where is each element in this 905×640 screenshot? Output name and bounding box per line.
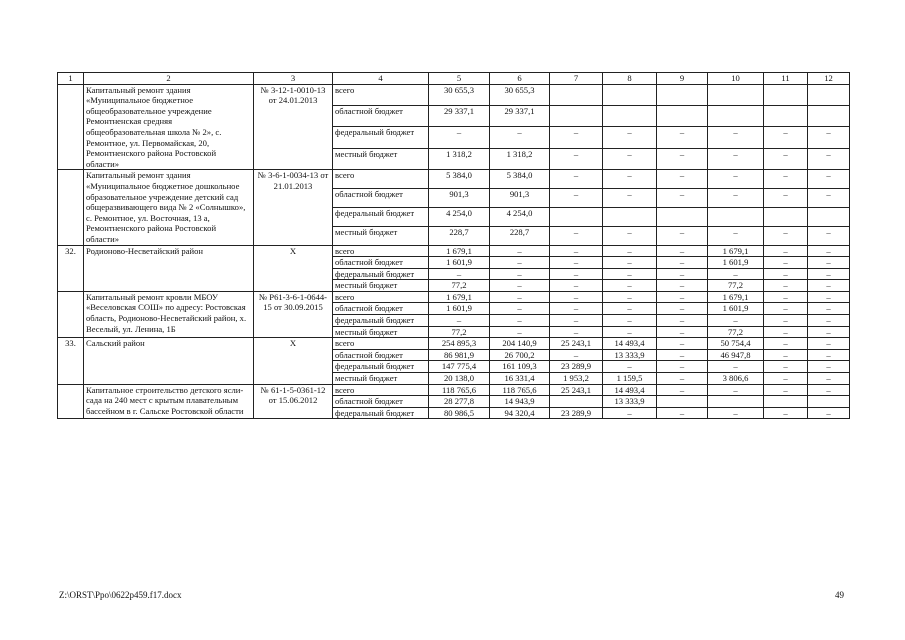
amount-cell: 77,2 (429, 326, 490, 338)
column-header: 2 (84, 73, 254, 85)
amount-cell: – (657, 326, 708, 338)
column-header: 7 (550, 73, 603, 85)
amount-cell (603, 207, 657, 226)
amount-cell: – (657, 407, 708, 419)
amount-cell: 14 493,4 (603, 338, 657, 350)
funding-source-cell: федеральный бюджет (333, 315, 429, 327)
amount-cell (764, 106, 808, 127)
amount-cell: 14 943,9 (490, 396, 550, 408)
amount-cell: – (764, 326, 808, 338)
object-name-cell: Капитальное строительство детского ясли-сада на 240 мест с крытым плавательным бассейном в г. Сальске Ростовской области (84, 384, 254, 419)
column-header: 12 (808, 73, 850, 85)
amount-cell: – (764, 257, 808, 269)
amount-cell: – (490, 245, 550, 257)
amount-cell: 1 679,1 (429, 245, 490, 257)
amount-cell: – (490, 303, 550, 315)
amount-cell: 1 679,1 (708, 291, 764, 303)
amount-cell: – (657, 189, 708, 208)
amount-cell: 228,7 (429, 226, 490, 245)
amount-cell: – (657, 349, 708, 361)
amount-cell: – (708, 407, 764, 419)
amount-cell: 14 493,4 (603, 384, 657, 396)
amount-cell: – (764, 338, 808, 350)
column-header: 8 (603, 73, 657, 85)
document-cell: № 3-6-1-0034-13 от 21.01.2013 (254, 170, 333, 245)
amount-cell: – (708, 148, 764, 169)
amount-cell: – (657, 338, 708, 350)
column-header: 9 (657, 73, 708, 85)
amount-cell: – (808, 349, 850, 361)
row-number-cell (58, 291, 84, 337)
column-header: 6 (490, 73, 550, 85)
table-row (58, 84, 850, 105)
amount-cell: – (764, 268, 808, 280)
amount-cell (657, 84, 708, 105)
amount-cell: 86 981,9 (429, 349, 490, 361)
amount-cell: – (603, 189, 657, 208)
funding-source-cell: областной бюджет (333, 257, 429, 269)
amount-cell: – (808, 384, 850, 396)
amount-cell (764, 396, 808, 408)
amount-cell: 16 331,4 (490, 373, 550, 385)
object-name-cell: Капитальный ремонт кровли МБОУ «Веселовская СОШ» по адресу: Ростовская область, Родионово-Несветайский район, х. Веселый, ул. Ленина, 1Б (84, 291, 254, 337)
funding-source-cell: местный бюджет (333, 280, 429, 292)
amount-cell: 94 320,4 (490, 407, 550, 419)
column-header: 3 (254, 73, 333, 85)
row-number-cell (58, 84, 84, 170)
amount-cell: 29 337,1 (429, 106, 490, 127)
amount-cell: – (808, 268, 850, 280)
object-name-cell: Сальский район (84, 338, 254, 384)
amount-cell: – (603, 315, 657, 327)
funding-source-cell: областной бюджет (333, 106, 429, 127)
amount-cell: – (808, 280, 850, 292)
amount-cell (657, 207, 708, 226)
amount-cell: – (808, 170, 850, 189)
column-header: 5 (429, 73, 490, 85)
amount-cell: – (603, 226, 657, 245)
amount-cell: – (657, 127, 708, 148)
amount-cell: – (657, 373, 708, 385)
funding-source-cell: федеральный бюджет (333, 361, 429, 373)
funding-source-cell: всего (333, 84, 429, 105)
table-row (58, 338, 850, 350)
column-header: 10 (708, 73, 764, 85)
amount-cell: – (808, 245, 850, 257)
amount-cell: – (708, 189, 764, 208)
amount-cell: – (550, 280, 603, 292)
amount-cell: – (429, 315, 490, 327)
document-cell: № 3-12-1-0010-13 от 24.01.2013 (254, 84, 333, 170)
amount-cell: – (764, 170, 808, 189)
amount-cell: – (603, 170, 657, 189)
funding-source-cell: областной бюджет (333, 303, 429, 315)
amount-cell: 30 655,3 (429, 84, 490, 105)
amount-cell: 80 986,5 (429, 407, 490, 419)
amount-cell: 25 243,1 (550, 338, 603, 350)
column-header: 1 (58, 73, 84, 85)
funding-source-cell: всего (333, 384, 429, 396)
row-number-cell (58, 170, 84, 245)
amount-cell: – (808, 291, 850, 303)
amount-cell: 29 337,1 (490, 106, 550, 127)
amount-cell: – (550, 189, 603, 208)
amount-cell: 13 333,9 (603, 349, 657, 361)
amount-cell: 1 318,2 (429, 148, 490, 169)
amount-cell: – (764, 384, 808, 396)
amount-cell: 77,2 (708, 280, 764, 292)
amount-cell: – (603, 245, 657, 257)
funding-source-cell: федеральный бюджет (333, 268, 429, 280)
amount-cell: – (708, 361, 764, 373)
amount-cell: 161 109,3 (490, 361, 550, 373)
amount-cell: – (429, 127, 490, 148)
amount-cell: – (490, 291, 550, 303)
amount-cell: – (429, 268, 490, 280)
funding-source-cell: местный бюджет (333, 148, 429, 169)
amount-cell (708, 84, 764, 105)
amount-cell: – (764, 303, 808, 315)
amount-cell: – (764, 291, 808, 303)
amount-cell (808, 396, 850, 408)
row-number-cell (58, 384, 84, 419)
funding-source-cell: федеральный бюджет (333, 127, 429, 148)
amount-cell: – (764, 127, 808, 148)
amount-cell: – (808, 373, 850, 385)
amount-cell: 4 254,0 (429, 207, 490, 226)
amount-cell (550, 207, 603, 226)
amount-cell: – (490, 127, 550, 148)
amount-cell (708, 207, 764, 226)
funding-source-cell: областной бюджет (333, 189, 429, 208)
amount-cell: 1 318,2 (490, 148, 550, 169)
amount-cell: – (657, 384, 708, 396)
amount-cell: 5 384,0 (490, 170, 550, 189)
amount-cell: 5 384,0 (429, 170, 490, 189)
amount-cell: – (708, 127, 764, 148)
funding-source-cell: местный бюджет (333, 326, 429, 338)
amount-cell: 901,3 (429, 189, 490, 208)
amount-cell (708, 106, 764, 127)
amount-cell: – (550, 170, 603, 189)
amount-cell: 50 754,4 (708, 338, 764, 350)
column-header: 11 (764, 73, 808, 85)
amount-cell: – (550, 257, 603, 269)
amount-cell: 77,2 (429, 280, 490, 292)
amount-cell: – (657, 148, 708, 169)
amount-cell (657, 396, 708, 408)
amount-cell (764, 84, 808, 105)
column-header: 4 (333, 73, 429, 85)
amount-cell: – (603, 291, 657, 303)
row-number-cell: 33. (58, 338, 84, 384)
amount-cell: 1 601,9 (708, 257, 764, 269)
document-cell: Х (254, 338, 333, 384)
amount-cell: – (808, 338, 850, 350)
amount-cell: 20 138,0 (429, 373, 490, 385)
amount-cell: 1 601,9 (429, 303, 490, 315)
amount-cell: – (657, 268, 708, 280)
amount-cell: – (808, 315, 850, 327)
document-cell: № 61-1-5-0361-12 от 15.06.2012 (254, 384, 333, 419)
amount-cell: – (603, 280, 657, 292)
amount-cell: 13 333,9 (603, 396, 657, 408)
amount-cell: – (708, 384, 764, 396)
funding-source-cell: всего (333, 291, 429, 303)
object-name-cell: Родионово-Несветайский район (84, 245, 254, 291)
funding-source-cell: местный бюджет (333, 373, 429, 385)
funding-source-cell: областной бюджет (333, 349, 429, 361)
amount-cell: – (657, 226, 708, 245)
amount-cell: – (603, 257, 657, 269)
amount-cell: 204 140,9 (490, 338, 550, 350)
amount-cell: 23 289,9 (550, 361, 603, 373)
amount-cell: – (550, 291, 603, 303)
amount-cell: – (764, 315, 808, 327)
amount-cell: – (657, 170, 708, 189)
table-row (58, 384, 850, 396)
amount-cell: 3 806,6 (708, 373, 764, 385)
amount-cell: – (490, 280, 550, 292)
amount-cell: 25 243,1 (550, 384, 603, 396)
amount-cell (808, 207, 850, 226)
amount-cell (550, 106, 603, 127)
amount-cell (808, 84, 850, 105)
funding-source-cell: всего (333, 245, 429, 257)
amount-cell: 46 947,8 (708, 349, 764, 361)
amount-cell: – (764, 361, 808, 373)
amount-cell: – (603, 326, 657, 338)
amount-cell: 26 700,2 (490, 349, 550, 361)
amount-cell: 118 765,6 (429, 384, 490, 396)
amount-cell: – (808, 361, 850, 373)
amount-cell: 1 953,2 (550, 373, 603, 385)
funding-source-cell: всего (333, 170, 429, 189)
amount-cell: 254 895,3 (429, 338, 490, 350)
table-row (58, 245, 850, 257)
amount-cell (550, 396, 603, 408)
file-path-footer: Z:\ORST\Ppo\0622p459.f17.docx (59, 590, 182, 600)
amount-cell: 28 277,8 (429, 396, 490, 408)
amount-cell: – (657, 280, 708, 292)
funding-source-cell: областной бюджет (333, 396, 429, 408)
amount-cell: 4 254,0 (490, 207, 550, 226)
amount-cell (808, 106, 850, 127)
amount-cell: 1 159,5 (603, 373, 657, 385)
amount-cell (550, 84, 603, 105)
amount-cell: – (764, 280, 808, 292)
amount-cell: – (657, 245, 708, 257)
row-number-cell: 32. (58, 245, 84, 291)
amount-cell (603, 106, 657, 127)
amount-cell: – (808, 127, 850, 148)
amount-cell (603, 84, 657, 105)
amount-cell: – (657, 303, 708, 315)
amount-cell (657, 106, 708, 127)
funding-source-cell: местный бюджет (333, 226, 429, 245)
budget-table (57, 72, 850, 419)
amount-cell: 228,7 (490, 226, 550, 245)
amount-cell: – (764, 245, 808, 257)
amount-cell: – (708, 268, 764, 280)
amount-cell: – (550, 303, 603, 315)
amount-cell: – (708, 226, 764, 245)
amount-cell: – (808, 407, 850, 419)
amount-cell: 901,3 (490, 189, 550, 208)
amount-cell: 77,2 (708, 326, 764, 338)
document-cell: Х (254, 245, 333, 291)
amount-cell: – (550, 326, 603, 338)
amount-cell: – (764, 189, 808, 208)
amount-cell: – (550, 226, 603, 245)
funding-source-cell: федеральный бюджет (333, 407, 429, 419)
funding-source-cell: всего (333, 338, 429, 350)
amount-cell: 30 655,3 (490, 84, 550, 105)
table-header-row (58, 73, 850, 85)
page-number: 49 (835, 590, 844, 600)
amount-cell: – (708, 170, 764, 189)
amount-cell: – (603, 127, 657, 148)
amount-cell: – (550, 127, 603, 148)
amount-cell: – (603, 303, 657, 315)
amount-cell (764, 207, 808, 226)
amount-cell: – (808, 326, 850, 338)
amount-cell: 147 775,4 (429, 361, 490, 373)
amount-cell: – (550, 148, 603, 169)
amount-cell: – (764, 148, 808, 169)
amount-cell: – (550, 268, 603, 280)
amount-cell: 1 679,1 (429, 291, 490, 303)
amount-cell: – (808, 148, 850, 169)
amount-cell: – (657, 315, 708, 327)
amount-cell: – (603, 407, 657, 419)
amount-cell: 1 601,9 (429, 257, 490, 269)
amount-cell: – (490, 268, 550, 280)
amount-cell: 23 289,9 (550, 407, 603, 419)
table-row (58, 291, 850, 303)
amount-cell: – (603, 268, 657, 280)
amount-cell: – (764, 373, 808, 385)
amount-cell: – (764, 226, 808, 245)
amount-cell: – (708, 315, 764, 327)
amount-cell: 118 765,6 (490, 384, 550, 396)
object-name-cell: Капитальный ремонт здания «Муниципальное бюджетное дошкольное образовательное учреждение детский сад общеразвивающего вида № 2 «Солнышко», с. Ремонтное, ул. Восточная, 13 а, Ремонтненского района Ростовской области» (84, 170, 254, 245)
amount-cell: – (490, 326, 550, 338)
amount-cell: – (808, 303, 850, 315)
amount-cell: – (603, 361, 657, 373)
amount-cell: – (550, 315, 603, 327)
object-name-cell: Капитальный ремонт здания «Муниципальное бюджетное общеобразовательное учреждение Ремонтненская средняя общеобразовательная школа № 2», с. Ремонтное, ул. Первомайская, 20, Ремонтненского района Ростовской области» (84, 84, 254, 170)
amount-cell: – (657, 361, 708, 373)
amount-cell: – (808, 189, 850, 208)
amount-cell: – (490, 257, 550, 269)
amount-cell: – (657, 291, 708, 303)
amount-cell: – (550, 349, 603, 361)
amount-cell: – (657, 257, 708, 269)
amount-cell (708, 396, 764, 408)
amount-cell: – (764, 349, 808, 361)
amount-cell: 1 601,9 (708, 303, 764, 315)
amount-cell: – (490, 315, 550, 327)
amount-cell: – (764, 407, 808, 419)
amount-cell: – (550, 245, 603, 257)
amount-cell: – (603, 148, 657, 169)
document-cell: № Р61-3-6-1-0644-15 от 30.09.2015 (254, 291, 333, 337)
amount-cell: – (808, 257, 850, 269)
table-row (58, 170, 850, 189)
amount-cell: – (808, 226, 850, 245)
funding-source-cell: федеральный бюджет (333, 207, 429, 226)
amount-cell: 1 679,1 (708, 245, 764, 257)
